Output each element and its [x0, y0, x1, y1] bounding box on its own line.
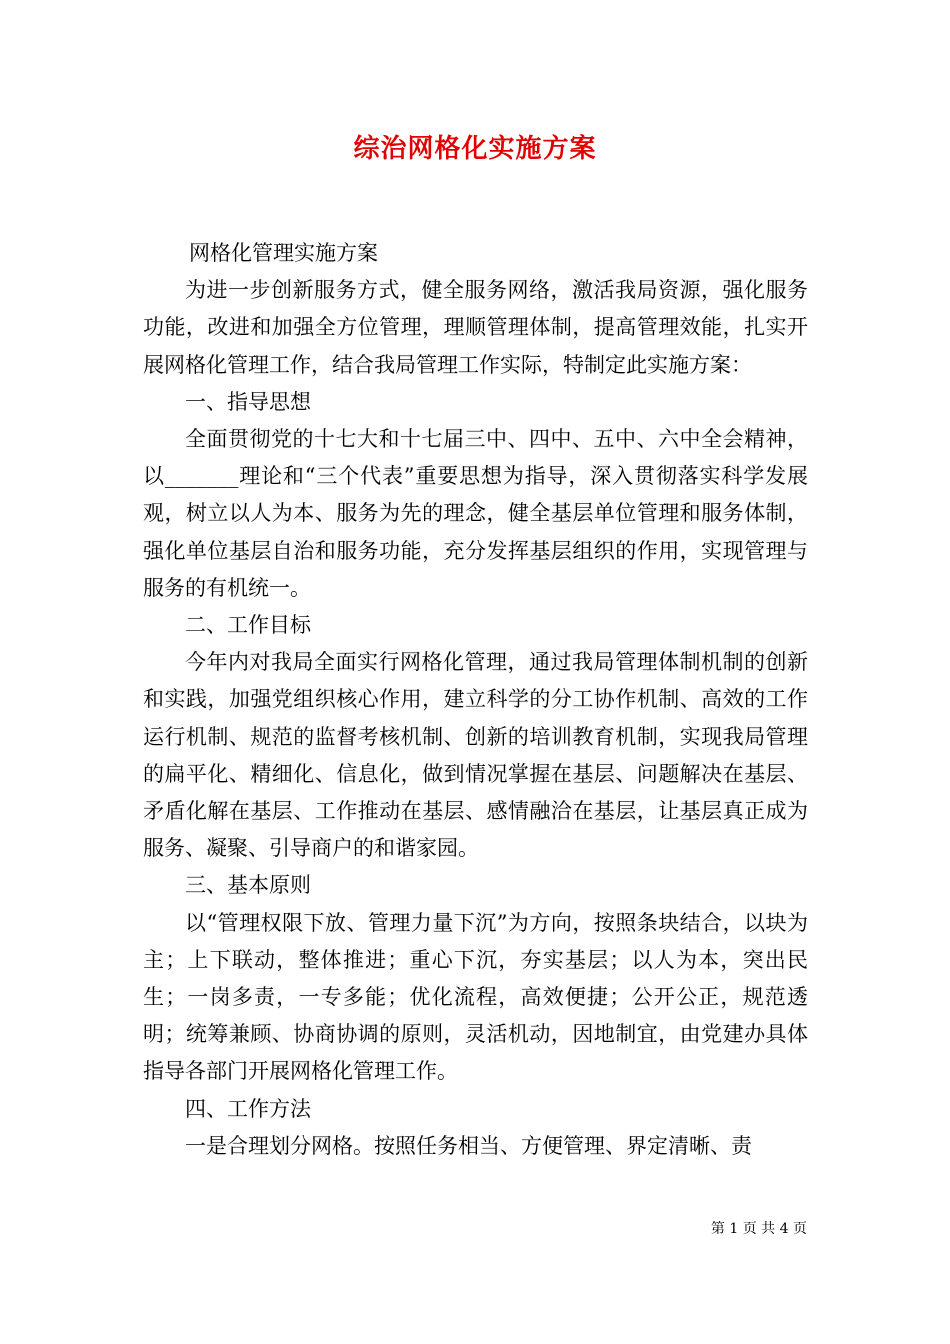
- page-number: 第 1 页 共 4 页: [710, 1221, 807, 1237]
- basic-principles-paragraph: 以“管理权限下放、管理力量下沉”为方向，按照条块结合，以块为主；上下联动，整体推进；重心下沉，夯实基层；以人为本，突出民生；一岗多责，一专多能；优化流程，高效便捷；公开公正，规范透明；统筹兼顾、协商协调的原则，灵活机动，因地制宜，由党建办具体指导各部门开展网格化管理工作。: [143, 910, 808, 1084]
- guiding-thought-paragraph: 全面贯彻党的十七大和十七届三中、四中、五中、六中全会精神，以_______理论和“三个代表”重要思想为指导，深入贯彻落实科学发展观，树立以人为本、服务为先的理念，健全基层单位管理和服务体制，强化单位基层自治和服务功能，充分发挥基层组织的作用，实现管理与服务的有机统一。: [143, 427, 808, 600]
- document-body: [143, 235, 808, 1165]
- document-title: 综治网格化实施方案: [353, 134, 597, 164]
- intro-paragraph: 为进一步创新服务方式，健全服务网络，激活我局资源，强化服务功能，改进和加强全方位管理，理顺管理体制，提高管理效能，扎实开展网格化管理工作，结合我局管理工作实际，特制定此实施方案：: [143, 278, 808, 377]
- section-heading-work-goals: 二、工作目标: [185, 613, 311, 638]
- section-heading-guiding-thought: 一、指导思想: [185, 389, 311, 414]
- work-methods-paragraph: 一是合理划分网格。按照任务相当、方便管理、界定清晰、责: [185, 1133, 752, 1158]
- work-goals-paragraph: 今年内对我局全面实行网格化管理，通过我局管理体制机制的创新和实践，加强党组织核心作用，建立科学的分工协作机制、高效的工作运行机制、规范的监督考核机制、创新的培训教育机制，实现我局管理的扁平化、精细化、信息化，做到情况掌握在基层、问题解决在基层、矛盾化解在基层、工作推动在基层、感情融洽在基层，让基层真正成为服务、凝聚、引导商户的和谐家园。: [143, 650, 808, 861]
- section-heading-work-methods: 四、工作方法: [185, 1096, 311, 1121]
- document-subtitle: 网格化管理实施方案: [189, 241, 378, 265]
- section-heading-basic-principles: 三、基本原则: [185, 873, 311, 898]
